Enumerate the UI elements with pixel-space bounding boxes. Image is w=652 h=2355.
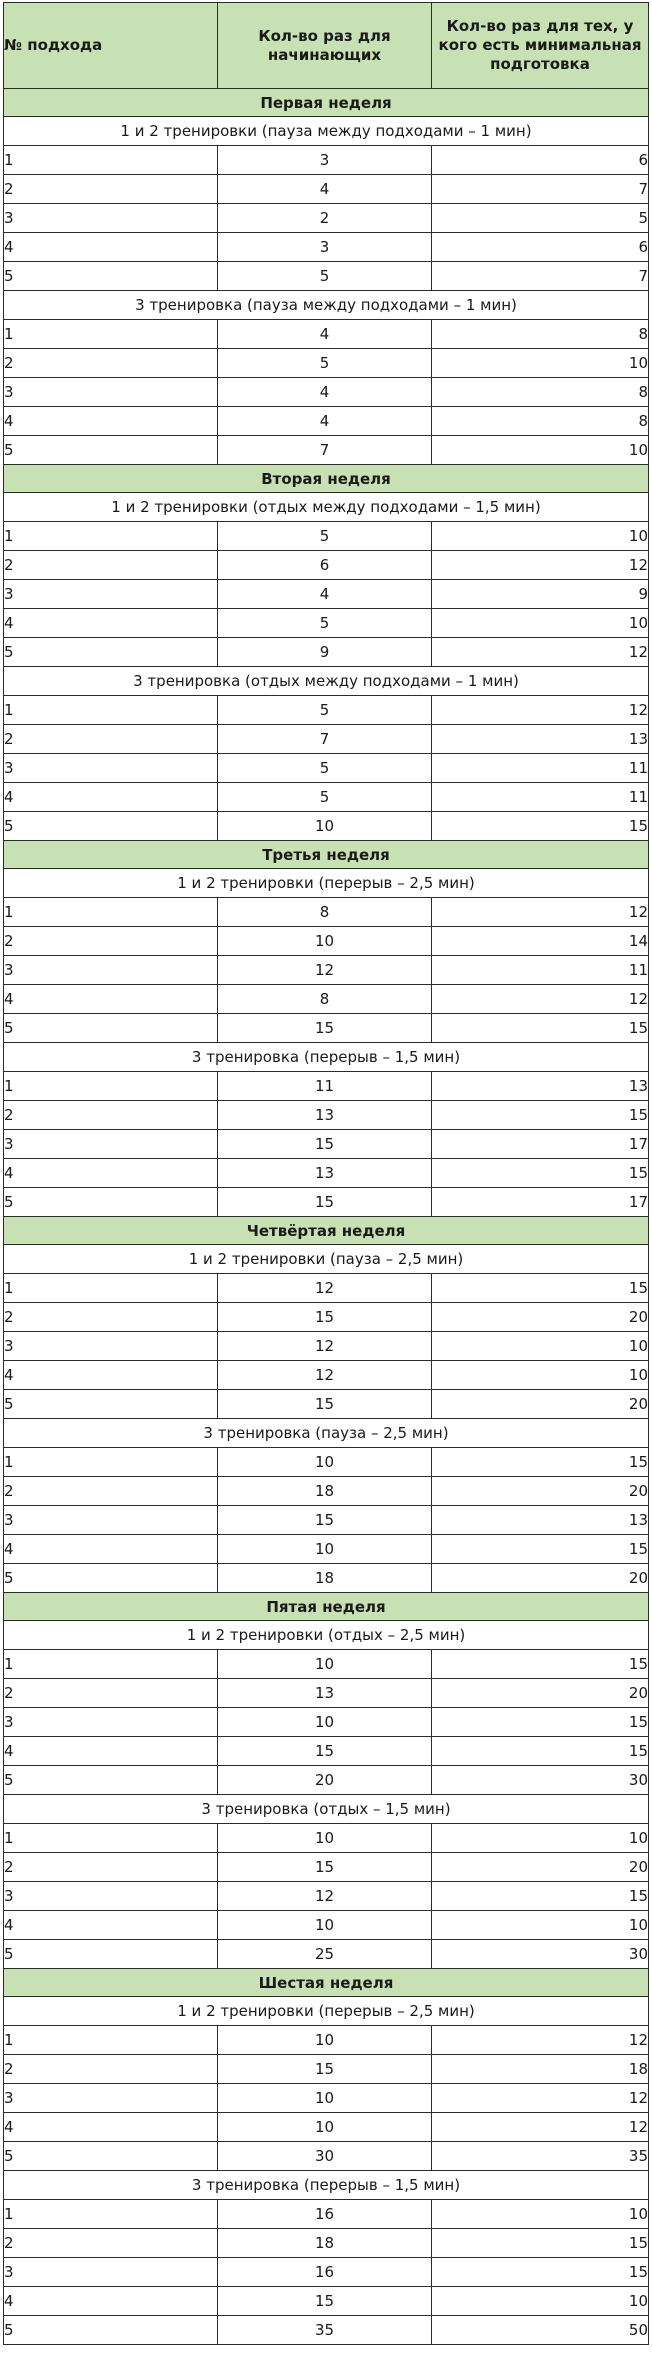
set-number-cell: 2 [4, 175, 218, 204]
set-number-cell: 1 [4, 696, 218, 725]
beginner-reps-cell: 10 [218, 1448, 432, 1477]
set-number-cell: 2 [4, 2229, 218, 2258]
beginner-reps-cell: 20 [218, 1766, 432, 1795]
beginner-reps-cell: 16 [218, 2258, 432, 2287]
table-row [4, 1159, 649, 1188]
beginner-reps-cell: 10 [218, 812, 432, 841]
beginner-reps-cell: 10 [218, 1911, 432, 1940]
session-header-row [4, 1795, 649, 1824]
table-row [4, 349, 649, 378]
prepared-reps-cell: 10 [432, 349, 649, 378]
prepared-reps-cell: 13 [432, 1072, 649, 1101]
prepared-reps-cell: 10 [432, 1332, 649, 1361]
prepared-reps-cell: 12 [432, 985, 649, 1014]
prepared-reps-cell: 15 [432, 812, 649, 841]
beginner-reps-cell: 13 [218, 1101, 432, 1130]
session-title: 3 тренировка (отдых между подходами – 1 мин) [4, 667, 649, 696]
set-number-cell: 5 [4, 262, 218, 291]
table-row [4, 2026, 649, 2055]
table-row [4, 2200, 649, 2229]
week-header-row [4, 1593, 649, 1621]
set-number-cell: 4 [4, 783, 218, 812]
header-beginners: Кол-во раз для начинающих [218, 3, 432, 89]
table-row [4, 1274, 649, 1303]
set-number-cell: 4 [4, 609, 218, 638]
set-number-cell: 3 [4, 1506, 218, 1535]
set-number-cell: 3 [4, 2084, 218, 2113]
session-title: 3 тренировка (отдых – 1,5 мин) [4, 1795, 649, 1824]
table-row [4, 1708, 649, 1737]
prepared-reps-cell: 15 [432, 1882, 649, 1911]
set-number-cell: 5 [4, 812, 218, 841]
table-row [4, 378, 649, 407]
beginner-reps-cell: 4 [218, 320, 432, 349]
table-row [4, 1101, 649, 1130]
session-header-row [4, 291, 649, 320]
prepared-reps-cell: 12 [432, 2084, 649, 2113]
session-header-row [4, 1621, 649, 1650]
session-header-row [4, 869, 649, 898]
session-header-row [4, 667, 649, 696]
prepared-reps-cell: 12 [432, 2113, 649, 2142]
prepared-reps-cell: 20 [432, 1390, 649, 1419]
prepared-reps-cell: 20 [432, 1564, 649, 1593]
set-number-cell: 4 [4, 1737, 218, 1766]
beginner-reps-cell: 3 [218, 233, 432, 262]
table-row [4, 2084, 649, 2113]
set-number-cell: 5 [4, 436, 218, 465]
prepared-reps-cell: 12 [432, 638, 649, 667]
beginner-reps-cell: 15 [218, 1390, 432, 1419]
set-number-cell: 1 [4, 522, 218, 551]
set-number-cell: 5 [4, 1940, 218, 1969]
week-title: Шестая неделя [4, 1969, 649, 1997]
table-row [4, 638, 649, 667]
set-number-cell: 1 [4, 1824, 218, 1853]
prepared-reps-cell: 35 [432, 2142, 649, 2171]
table-row [4, 812, 649, 841]
beginner-reps-cell: 12 [218, 956, 432, 985]
table-row [4, 522, 649, 551]
set-number-cell: 3 [4, 956, 218, 985]
table-row [4, 2113, 649, 2142]
beginner-reps-cell: 10 [218, 1708, 432, 1737]
table-row [4, 985, 649, 1014]
beginner-reps-cell: 10 [218, 2113, 432, 2142]
session-header-row [4, 1419, 649, 1448]
beginner-reps-cell: 12 [218, 1332, 432, 1361]
table-row [4, 1332, 649, 1361]
table-row [4, 1361, 649, 1390]
set-number-cell: 2 [4, 1679, 218, 1708]
prepared-reps-cell: 13 [432, 1506, 649, 1535]
table-row [4, 1737, 649, 1766]
table-row [4, 1853, 649, 1882]
set-number-cell: 3 [4, 378, 218, 407]
set-number-cell: 1 [4, 2200, 218, 2229]
set-number-cell: 2 [4, 1101, 218, 1130]
session-title: 1 и 2 тренировки (пауза между подходами – 1 мин) [4, 117, 649, 146]
table-row [4, 1564, 649, 1593]
set-number-cell: 2 [4, 1303, 218, 1332]
set-number-cell: 4 [4, 1911, 218, 1940]
session-title: 1 и 2 тренировки (перерыв – 2,5 мин) [4, 869, 649, 898]
set-number-cell: 4 [4, 2113, 218, 2142]
beginner-reps-cell: 8 [218, 985, 432, 1014]
beginner-reps-cell: 12 [218, 1274, 432, 1303]
beginner-reps-cell: 5 [218, 783, 432, 812]
beginner-reps-cell: 13 [218, 1159, 432, 1188]
prepared-reps-cell: 30 [432, 1940, 649, 1969]
table-row [4, 696, 649, 725]
prepared-reps-cell: 15 [432, 2229, 649, 2258]
training-schedule-table [3, 2, 649, 2345]
beginner-reps-cell: 9 [218, 638, 432, 667]
beginner-reps-cell: 15 [218, 1014, 432, 1043]
header-set-number: № подхода [4, 3, 218, 89]
session-title: 1 и 2 тренировки (перерыв – 2,5 мин) [4, 1997, 649, 2026]
prepared-reps-cell: 8 [432, 378, 649, 407]
beginner-reps-cell: 4 [218, 378, 432, 407]
table-row [4, 1303, 649, 1332]
prepared-reps-cell: 10 [432, 1361, 649, 1390]
prepared-reps-cell: 20 [432, 1853, 649, 1882]
prepared-reps-cell: 17 [432, 1130, 649, 1159]
set-number-cell: 2 [4, 2055, 218, 2084]
set-number-cell: 2 [4, 551, 218, 580]
set-number-cell: 4 [4, 407, 218, 436]
beginner-reps-cell: 2 [218, 204, 432, 233]
prepared-reps-cell: 6 [432, 146, 649, 175]
set-number-cell: 3 [4, 1332, 218, 1361]
prepared-reps-cell: 15 [432, 1274, 649, 1303]
beginner-reps-cell: 10 [218, 2026, 432, 2055]
week-header-row [4, 841, 649, 869]
table-row [4, 1650, 649, 1679]
session-header-row [4, 2171, 649, 2200]
table-row [4, 1506, 649, 1535]
session-title: 1 и 2 тренировки (отдых между подходами – 1,5 мин) [4, 493, 649, 522]
beginner-reps-cell: 12 [218, 1361, 432, 1390]
table-header-row [4, 3, 649, 89]
table-body [4, 89, 649, 2345]
table-row [4, 551, 649, 580]
prepared-reps-cell: 13 [432, 725, 649, 754]
prepared-reps-cell: 15 [432, 2258, 649, 2287]
set-number-cell: 2 [4, 1477, 218, 1506]
set-number-cell: 5 [4, 1014, 218, 1043]
table-row [4, 927, 649, 956]
table-row [4, 2055, 649, 2084]
set-number-cell: 1 [4, 320, 218, 349]
beginner-reps-cell: 5 [218, 522, 432, 551]
beginner-reps-cell: 10 [218, 927, 432, 956]
session-header-row [4, 117, 649, 146]
session-title: 3 тренировка (пауза – 2,5 мин) [4, 1419, 649, 1448]
table-row [4, 407, 649, 436]
set-number-cell: 3 [4, 1708, 218, 1737]
prepared-reps-cell: 15 [432, 1101, 649, 1130]
table-row [4, 146, 649, 175]
prepared-reps-cell: 9 [432, 580, 649, 609]
prepared-reps-cell: 11 [432, 956, 649, 985]
week-title: Четвёртая неделя [4, 1217, 649, 1245]
set-number-cell: 3 [4, 580, 218, 609]
set-number-cell: 1 [4, 898, 218, 927]
set-number-cell: 2 [4, 725, 218, 754]
session-title: 3 тренировка (перерыв – 1,5 мин) [4, 2171, 649, 2200]
table-row [4, 1535, 649, 1564]
week-header-row [4, 1217, 649, 1245]
session-title: 3 тренировка (перерыв – 1,5 мин) [4, 1043, 649, 1072]
table-row [4, 1766, 649, 1795]
beginner-reps-cell: 10 [218, 1824, 432, 1853]
prepared-reps-cell: 15 [432, 1650, 649, 1679]
prepared-reps-cell: 15 [432, 1708, 649, 1737]
beginner-reps-cell: 13 [218, 1679, 432, 1708]
beginner-reps-cell: 12 [218, 1882, 432, 1911]
prepared-reps-cell: 12 [432, 898, 649, 927]
table-row [4, 1477, 649, 1506]
table-row [4, 1679, 649, 1708]
session-header-row [4, 1043, 649, 1072]
beginner-reps-cell: 15 [218, 1853, 432, 1882]
set-number-cell: 4 [4, 2287, 218, 2316]
beginner-reps-cell: 6 [218, 551, 432, 580]
beginner-reps-cell: 15 [218, 1506, 432, 1535]
beginner-reps-cell: 15 [218, 1188, 432, 1217]
table-row [4, 1448, 649, 1477]
beginner-reps-cell: 15 [218, 2055, 432, 2084]
week-title: Первая неделя [4, 89, 649, 117]
beginner-reps-cell: 7 [218, 725, 432, 754]
prepared-reps-cell: 10 [432, 522, 649, 551]
prepared-reps-cell: 7 [432, 262, 649, 291]
table-row [4, 204, 649, 233]
table-row [4, 262, 649, 291]
set-number-cell: 1 [4, 1448, 218, 1477]
beginner-reps-cell: 5 [218, 262, 432, 291]
set-number-cell: 5 [4, 1390, 218, 1419]
prepared-reps-cell: 14 [432, 927, 649, 956]
beginner-reps-cell: 5 [218, 609, 432, 638]
set-number-cell: 3 [4, 2258, 218, 2287]
week-header-row [4, 89, 649, 117]
prepared-reps-cell: 30 [432, 1766, 649, 1795]
set-number-cell: 2 [4, 349, 218, 378]
set-number-cell: 5 [4, 638, 218, 667]
beginner-reps-cell: 11 [218, 1072, 432, 1101]
set-number-cell: 4 [4, 985, 218, 1014]
beginner-reps-cell: 4 [218, 407, 432, 436]
week-header-row [4, 465, 649, 493]
beginner-reps-cell: 18 [218, 1564, 432, 1593]
set-number-cell: 4 [4, 1535, 218, 1564]
prepared-reps-cell: 12 [432, 2026, 649, 2055]
prepared-reps-cell: 10 [432, 436, 649, 465]
table-row [4, 175, 649, 204]
prepared-reps-cell: 10 [432, 609, 649, 638]
prepared-reps-cell: 8 [432, 320, 649, 349]
prepared-reps-cell: 10 [432, 2200, 649, 2229]
beginner-reps-cell: 10 [218, 2084, 432, 2113]
set-number-cell: 1 [4, 1072, 218, 1101]
table-row [4, 783, 649, 812]
beginner-reps-cell: 35 [218, 2316, 432, 2345]
prepared-reps-cell: 15 [432, 1535, 649, 1564]
prepared-reps-cell: 20 [432, 1679, 649, 1708]
table-row [4, 580, 649, 609]
beginner-reps-cell: 15 [218, 1303, 432, 1332]
header-prepared: Кол-во раз для тех, у кого есть минимальная подготовка [432, 3, 649, 89]
set-number-cell: 2 [4, 927, 218, 956]
table-row [4, 1824, 649, 1853]
beginner-reps-cell: 8 [218, 898, 432, 927]
session-title: 3 тренировка (пауза между подходами – 1 мин) [4, 291, 649, 320]
prepared-reps-cell: 15 [432, 1448, 649, 1477]
prepared-reps-cell: 10 [432, 1824, 649, 1853]
table-row [4, 1188, 649, 1217]
table-row [4, 1882, 649, 1911]
set-number-cell: 3 [4, 1130, 218, 1159]
prepared-reps-cell: 17 [432, 1188, 649, 1217]
set-number-cell: 1 [4, 1274, 218, 1303]
week-title: Третья неделя [4, 841, 649, 869]
table-row [4, 2287, 649, 2316]
table-row [4, 2258, 649, 2287]
beginner-reps-cell: 16 [218, 2200, 432, 2229]
set-number-cell: 4 [4, 1361, 218, 1390]
table-row [4, 609, 649, 638]
prepared-reps-cell: 5 [432, 204, 649, 233]
beginner-reps-cell: 5 [218, 696, 432, 725]
beginner-reps-cell: 3 [218, 146, 432, 175]
prepared-reps-cell: 7 [432, 175, 649, 204]
table-row [4, 2316, 649, 2345]
beginner-reps-cell: 18 [218, 1477, 432, 1506]
set-number-cell: 3 [4, 204, 218, 233]
session-header-row [4, 1245, 649, 1274]
table-row [4, 754, 649, 783]
prepared-reps-cell: 10 [432, 2287, 649, 2316]
prepared-reps-cell: 11 [432, 783, 649, 812]
set-number-cell: 5 [4, 1766, 218, 1795]
table-row [4, 2142, 649, 2171]
prepared-reps-cell: 50 [432, 2316, 649, 2345]
prepared-reps-cell: 15 [432, 1737, 649, 1766]
week-title: Вторая неделя [4, 465, 649, 493]
table-row [4, 1390, 649, 1419]
prepared-reps-cell: 20 [432, 1477, 649, 1506]
prepared-reps-cell: 6 [432, 233, 649, 262]
table-row [4, 1940, 649, 1969]
session-title: 1 и 2 тренировки (отдых – 2,5 мин) [4, 1621, 649, 1650]
beginner-reps-cell: 4 [218, 175, 432, 204]
set-number-cell: 4 [4, 233, 218, 262]
table-row [4, 233, 649, 262]
table-row [4, 320, 649, 349]
session-header-row [4, 493, 649, 522]
prepared-reps-cell: 10 [432, 1911, 649, 1940]
set-number-cell: 5 [4, 2316, 218, 2345]
week-header-row [4, 1969, 649, 1997]
prepared-reps-cell: 12 [432, 551, 649, 580]
set-number-cell: 5 [4, 1564, 218, 1593]
set-number-cell: 5 [4, 2142, 218, 2171]
beginner-reps-cell: 15 [218, 1130, 432, 1159]
beginner-reps-cell: 25 [218, 1940, 432, 1969]
prepared-reps-cell: 20 [432, 1303, 649, 1332]
session-title: 1 и 2 тренировки (пауза – 2,5 мин) [4, 1245, 649, 1274]
table-row [4, 436, 649, 465]
beginner-reps-cell: 30 [218, 2142, 432, 2171]
beginner-reps-cell: 5 [218, 349, 432, 378]
set-number-cell: 1 [4, 146, 218, 175]
set-number-cell: 3 [4, 1882, 218, 1911]
beginner-reps-cell: 10 [218, 1650, 432, 1679]
set-number-cell: 1 [4, 2026, 218, 2055]
prepared-reps-cell: 15 [432, 1159, 649, 1188]
beginner-reps-cell: 15 [218, 1737, 432, 1766]
prepared-reps-cell: 18 [432, 2055, 649, 2084]
table-row [4, 1014, 649, 1043]
set-number-cell: 2 [4, 1853, 218, 1882]
prepared-reps-cell: 11 [432, 754, 649, 783]
set-number-cell: 4 [4, 1159, 218, 1188]
table-row [4, 898, 649, 927]
beginner-reps-cell: 5 [218, 754, 432, 783]
session-header-row [4, 1997, 649, 2026]
table-row [4, 2229, 649, 2258]
set-number-cell: 5 [4, 1188, 218, 1217]
prepared-reps-cell: 8 [432, 407, 649, 436]
prepared-reps-cell: 15 [432, 1014, 649, 1043]
beginner-reps-cell: 4 [218, 580, 432, 609]
set-number-cell: 3 [4, 754, 218, 783]
beginner-reps-cell: 7 [218, 436, 432, 465]
table-row [4, 1911, 649, 1940]
beginner-reps-cell: 18 [218, 2229, 432, 2258]
set-number-cell: 1 [4, 1650, 218, 1679]
beginner-reps-cell: 15 [218, 2287, 432, 2316]
week-title: Пятая неделя [4, 1593, 649, 1621]
table-row [4, 956, 649, 985]
table-row [4, 1130, 649, 1159]
prepared-reps-cell: 12 [432, 696, 649, 725]
table-row [4, 1072, 649, 1101]
beginner-reps-cell: 10 [218, 1535, 432, 1564]
table-row [4, 725, 649, 754]
